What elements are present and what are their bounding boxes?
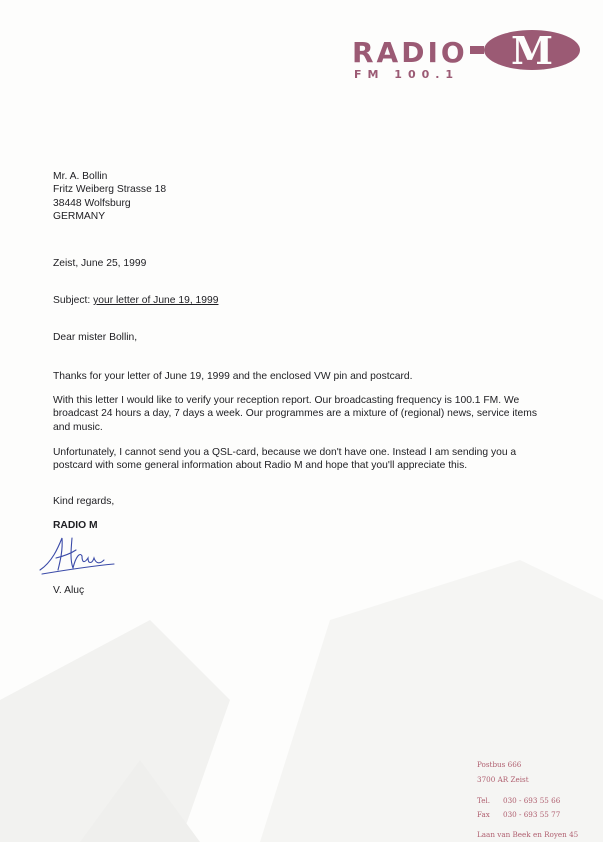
body-paragraph-2 [53,394,553,434]
subject-label: Subject: [53,295,91,306]
tel-number: 030 - 693 55 66 [503,796,561,805]
contact-city: 3700 AR Zeist [477,775,529,784]
contact-fax [477,810,560,819]
letter-date: Zeist, June 25, 1999 [53,258,147,269]
subject-line [53,294,218,307]
recipient-street: Fritz Weiberg Strasse 18 [53,184,167,196]
paragraph-text: With this letter I would like to verify your reception report. Our broadcasting frequency is 100.1 FM. We broadcast 24 hours a day, 7 days a week. Our programmes are a mixture of (regional) news, service items and music. [53,395,537,433]
body-paragraph-1 [53,370,412,383]
contact-street: Laan van Beek en Royen 45 [477,830,579,839]
fax-number: 030 - 693 55 77 [503,810,561,819]
salutation: Dear mister Bollin, [53,332,138,343]
recipient-name: Mr. A. Bollin [53,171,108,182]
body-paragraph-3 [53,446,553,473]
recipient-address [53,170,166,224]
logo-frequency: FM 100.1 [354,68,460,81]
paragraph-text: Thanks for your letter of June 19, 1999 and the enclosed VW pin and postcard. [53,371,413,382]
contact-tel [477,796,560,805]
contact-postbus: Postbus 666 [477,760,522,769]
handwritten-signature [36,530,116,578]
signer-name: V. Aluç [53,585,85,596]
radio-m-logo [352,28,582,86]
logo-letter: M [510,28,554,72]
tel-label: Tel. [477,796,491,805]
fax-label: Fax [477,810,490,819]
subject-value: your letter of June 19, 1999 [93,295,219,306]
recipient-city: 38448 Wolfsburg [53,197,131,209]
company-name: RADIO M [53,520,98,531]
recipient-country: GERMANY [53,211,106,223]
logo-m-emblem [470,28,580,72]
closing: Kind regards, [53,496,115,507]
logo-name: RADIO [352,36,468,69]
paragraph-text: Unfortunately, I cannot send you a QSL-card, because we don't have one. Instead I am sending you a postcard with some general information about Radio M and hope that you'll appreciate this. [53,447,517,472]
